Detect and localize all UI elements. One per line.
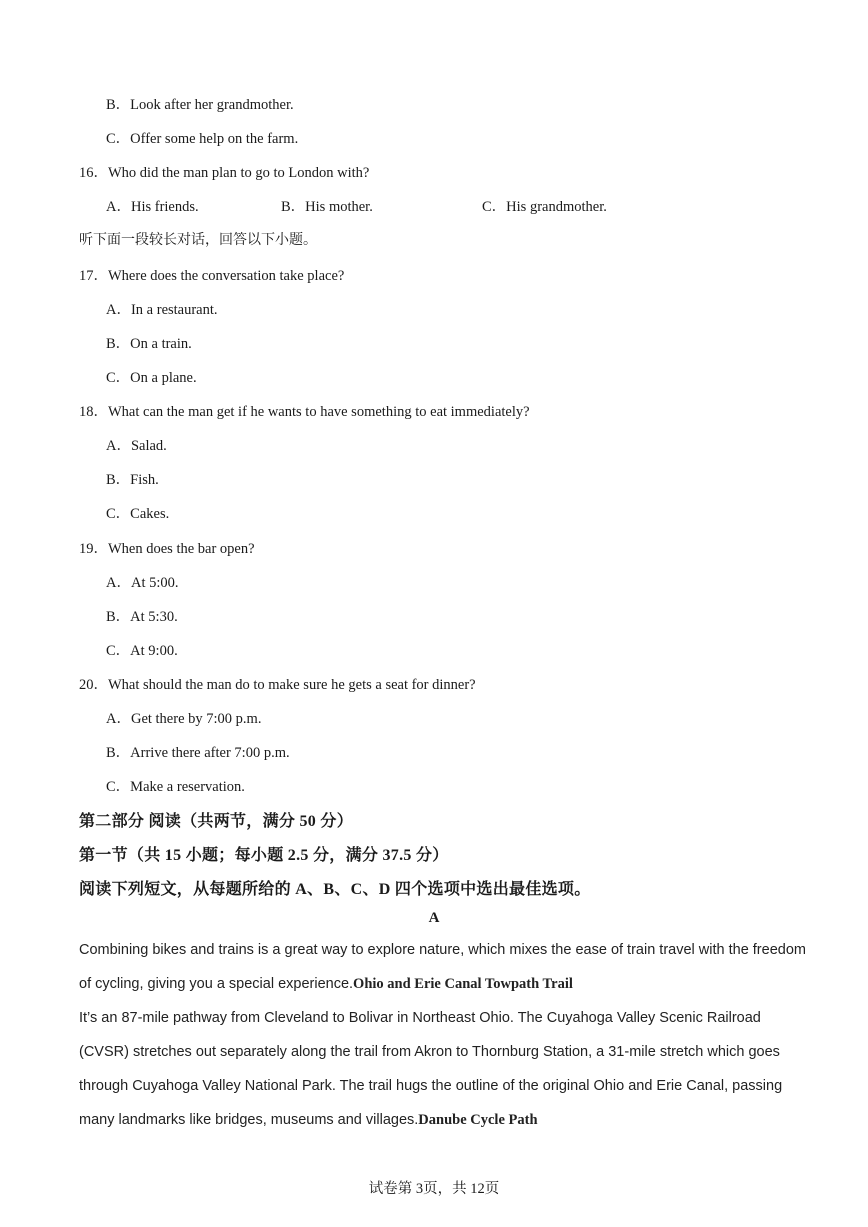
reading-instruction: 阅读下列短文，从每题所给的 A、B、C、D 四个选项中选出最佳选项。	[79, 881, 591, 898]
passage-p2-line4-text: many landmarks like bridges, museums and villages.	[79, 1112, 419, 1128]
passage-p1-line2	[79, 976, 573, 993]
q17-question: 17．Where does the conversation take place?	[79, 268, 345, 284]
q20-question: 20．What should the man do to make sure he gets a seat for dinner?	[79, 677, 476, 693]
q16-question: 16．Who did the man plan to go to London with?	[79, 165, 370, 181]
q20-option-c: C．Make a reservation.	[106, 779, 245, 795]
q17-option-a: A．In a restaurant.	[106, 302, 218, 318]
passage-p1-line2-text: of cycling, giving you a special experience.	[79, 976, 354, 992]
passage-p2-line4	[79, 1112, 538, 1129]
q17-option-c: C．On a plane.	[106, 370, 197, 386]
q19-option-b: B．At 5:30.	[106, 609, 178, 625]
passage-p2-line2: (CVSR) stretches out separately along the trail from Akron to Thornburg Station, a 31-mile stretch which goes	[79, 1044, 780, 1060]
q18-option-a: A．Salad.	[106, 438, 167, 454]
section1-heading: 第一节（共 15 小题；每小题 2.5 分，满分 37.5 分）	[79, 847, 449, 864]
passage-p2-line1: It’s an 87-mile pathway from Cleveland to Bolivar in Northeast Ohio. The Cuyahoga Valley Scenic Railroad	[79, 1010, 761, 1026]
q19-option-a: A．At 5:00.	[106, 575, 179, 591]
passage-p2-line3: through Cuyahoga Valley National Park. The trail hugs the outline of the original Ohio and Erie Canal, passing	[79, 1078, 783, 1094]
q16-option-c: C．His grandmother.	[482, 199, 607, 215]
q19-option-c: C．At 9:00.	[106, 643, 178, 659]
page-footer: 试卷第 3页，共 12页	[368, 1181, 500, 1197]
q19-question: 19．When does the bar open?	[79, 541, 255, 557]
part2-heading: 第二部分 阅读（共两节，满分 50 分）	[79, 813, 354, 830]
q20-option-a: A．Get there by 7:00 p.m.	[106, 711, 262, 727]
passage-label: A	[428, 910, 440, 926]
q16-option-a: A．His friends.	[106, 199, 199, 215]
q16-option-b: B．His mother.	[281, 199, 373, 215]
passage-p1-line1: Combining bikes and trains is a great way to explore nature, which mixes the ease of train travel with the freedom	[79, 942, 806, 958]
q17-option-b: B．On a train.	[106, 336, 192, 352]
q20-option-b: B．Arrive there after 7:00 p.m.	[106, 745, 290, 761]
passage-subtitle-danube: Danube Cycle Path	[418, 1112, 538, 1128]
q18-option-b: B．Fish.	[106, 472, 159, 488]
q15-option-b: B．Look after her grandmother.	[106, 97, 294, 113]
q18-question: 18．What can the man get if he wants to have something to eat immediately?	[79, 404, 530, 420]
q18-option-c: C．Cakes.	[106, 506, 170, 522]
passage-subtitle-towpath: Ohio and Erie Canal Towpath Trail	[353, 976, 573, 992]
q15-option-c: C．Offer some help on the farm.	[106, 131, 299, 147]
long-dialogue-instruction: 听下面一段较长对话，回答以下小题。	[79, 233, 317, 248]
